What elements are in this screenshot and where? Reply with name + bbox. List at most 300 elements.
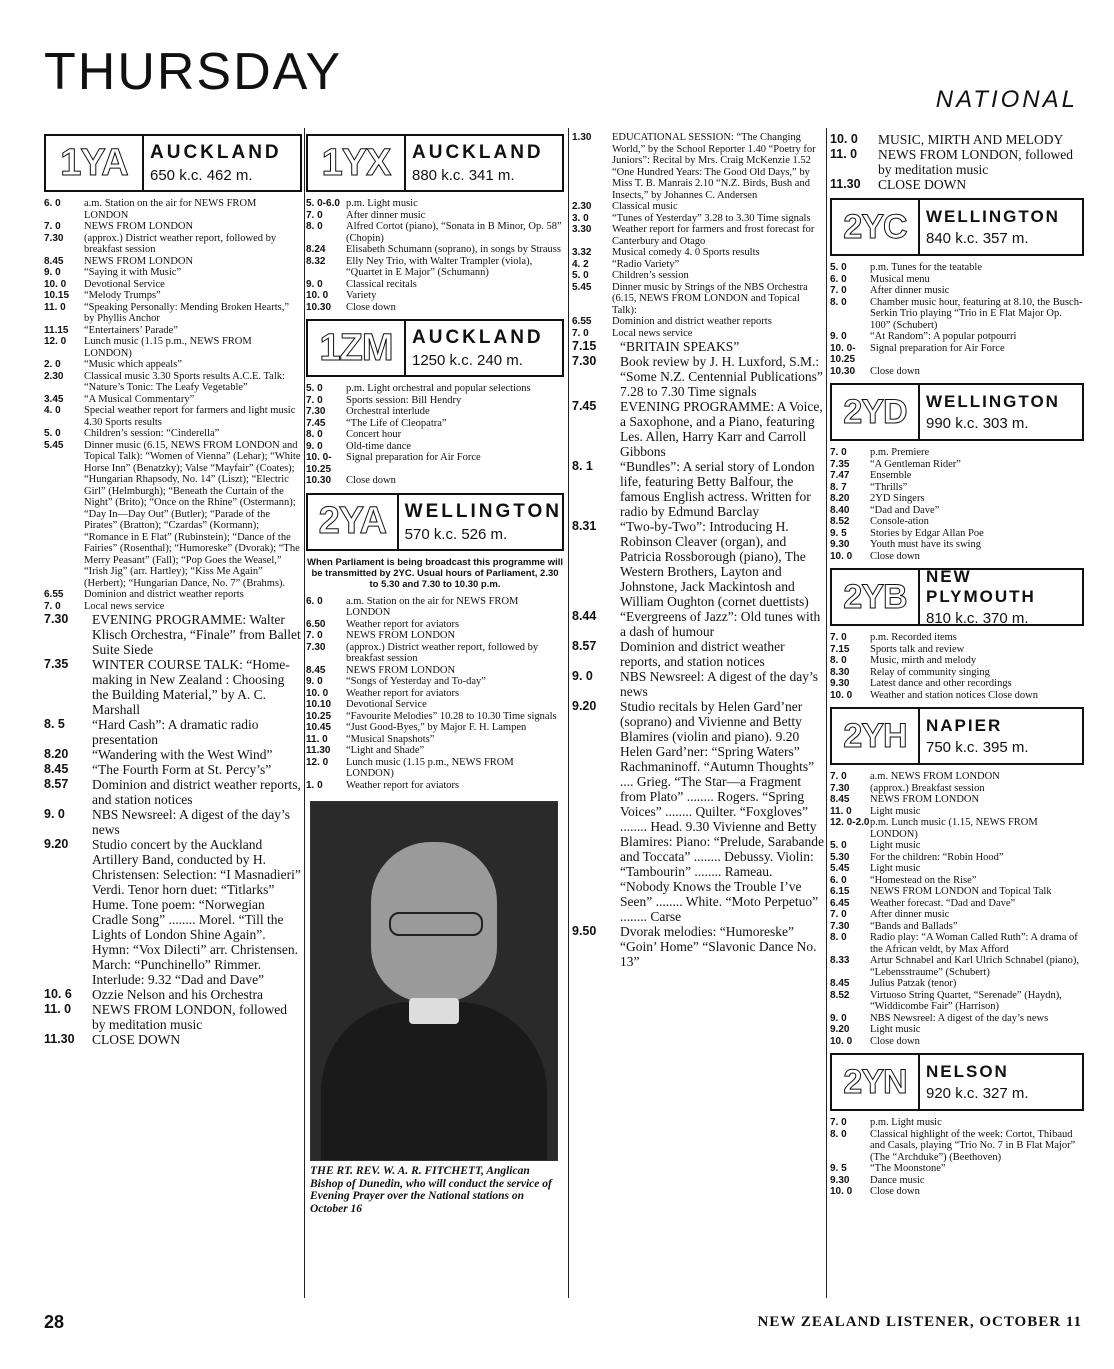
programme-text: EVENING PROGRAMME: A Voice, a Saxophone, and a Piano, featuring Les. Allen, Harry Karr and Carroll Gibbons bbox=[620, 399, 823, 459]
programme-text: Artur Schnabel and Karl Ulrich Schnabel (piano), “Lebensstraume” (Schubert) bbox=[870, 955, 1080, 978]
programme-time: 8.57 bbox=[44, 777, 69, 791]
programme-text: Dominion and district weather reports, and station notices bbox=[92, 777, 301, 807]
programme-time: 8.31 bbox=[572, 519, 597, 533]
programme-text: Dinner music by Strings of the NBS Orchestra (6.15, NEWS FROM LONDON and Topical Talk): bbox=[612, 281, 808, 316]
programme-time: 10.15 bbox=[44, 290, 70, 301]
programme-time: 10. 0 bbox=[830, 550, 853, 562]
programme-item bbox=[306, 734, 564, 746]
programme-item bbox=[572, 609, 824, 639]
programme-text: “Entertainers’ Parade” bbox=[84, 324, 178, 336]
programme-item bbox=[572, 639, 824, 669]
programme-time: 5. 0 bbox=[830, 840, 847, 851]
column-2 bbox=[306, 128, 564, 1290]
programme-text: Dinner music (6.15, NEWS FROM LONDON and Topical Talk): “Women of Vienna” (Lehar); “White Horse Inn” (Benatzky); Valse “Mayfair” (Coates); “Hungarian Rhapsody, No. 14” (Liszt); “Electric Girl” (Helmburgh); “Beneath the Curtain of the Night” (Brito); “Once on the Rhine” (Ostermann); “Day In—Day Out” (Butler); “Parade of the Pirates” (Bratton); “Czardas” (Kormann); “Romance in E Flat” (Rubinstein); “Dance of the Fairies” (Rosenthal); “Humoreske” (Dvorak); “The Merry Peasant” (Fall); “Pop Goes the Weasel,” “Irish Jig” (arr. Hartley); “Kiss Me Again” (Herbert); “Hungarian Dance, No. 7” (Brahms). bbox=[84, 439, 301, 589]
programme-time: 8. 0 bbox=[830, 1128, 847, 1140]
programme-item bbox=[830, 505, 1084, 517]
programme-text: NEWS FROM LONDON, followed by meditation music bbox=[92, 1002, 287, 1032]
programme-item bbox=[44, 359, 302, 371]
programme-item bbox=[306, 699, 564, 711]
programme-text: Signal preparation for Air Force bbox=[870, 342, 1005, 354]
portrait-collar-shape bbox=[409, 998, 459, 1024]
station-logo: 2YN bbox=[832, 1055, 920, 1109]
programme-text: NEWS FROM LONDON bbox=[346, 630, 456, 641]
programme-text: Light music bbox=[870, 863, 921, 874]
programme-text: Console-ation bbox=[870, 516, 929, 527]
programme-text: Lunch music (1.15 p.m., NEWS FROM LONDON) bbox=[84, 336, 252, 359]
programme-time: 8. 0 bbox=[830, 655, 847, 666]
station-header-2yb bbox=[830, 568, 1084, 626]
programme-time: 10. 0 bbox=[830, 689, 853, 701]
programme-time: 10. 0 bbox=[830, 1035, 853, 1047]
programme-text: Studio recitals by Helen Gard’ner (soprano) and Vivienne and Betty Blamires (violin and piano). 9.20 Helen Gard’ner: “Spring Waters” Rachmaninoff. “Autumn Thoughts” .... Grieg. “The Star—a Fragment from Plato” ........ Rogers. “Spring Voices” ........ Quilter. “Foxgloves” ........ Head. 9.30 Vivienne and Betty Blamires: Piano: “Prelude, Sarabande and Toccata” ........ Debussy. Violin: “Tambourin” ........ Rameau. “Nobody Knows the Trouble I’ve Seen” ........ White. “Moto Perpetuo” ........ Carse bbox=[620, 699, 824, 924]
programme-text: EVENING PROGRAMME: Walter Klisch Orchestra, “Finale” from Ballet Suite Siede bbox=[92, 612, 301, 657]
programme-item bbox=[830, 978, 1084, 990]
programme-list-1yx bbox=[306, 198, 564, 313]
programme-time: 5. 0 bbox=[830, 262, 847, 273]
column-divider bbox=[568, 128, 569, 1298]
programme-text: “Melody Trumps” bbox=[84, 290, 161, 301]
programme-time: 1. 0 bbox=[306, 779, 323, 791]
programme-time: 7. 0 bbox=[306, 209, 323, 221]
programme-text: “Just Good-Byes,” by Major F. H. Lampen bbox=[346, 722, 527, 733]
programme-item bbox=[830, 343, 1084, 366]
programme-text: Classical recitals bbox=[346, 278, 417, 290]
programme-item bbox=[572, 519, 824, 609]
programme-text: Close down bbox=[870, 1035, 920, 1047]
programme-text: “BRITAIN SPEAKS” bbox=[620, 339, 740, 354]
station-logo: 2YD bbox=[832, 385, 920, 439]
programme-item bbox=[830, 667, 1084, 679]
programme-text: “Dad and Dave” bbox=[870, 504, 940, 516]
programme-text: “Music which appeals” bbox=[84, 359, 182, 370]
programme-text: (approx.) Breakfast session bbox=[870, 782, 985, 794]
programme-text: “Favourite Melodies” 10.28 to 10.30 Time signals bbox=[346, 710, 557, 722]
programme-item bbox=[830, 1129, 1084, 1164]
programme-text: Ozzie Nelson and his Orchestra bbox=[92, 987, 263, 1002]
programme-list-2yd bbox=[830, 447, 1084, 562]
station-header-2yn bbox=[830, 1053, 1084, 1111]
station-city: NELSON bbox=[926, 1062, 1009, 1081]
programme-time: 10.10 bbox=[306, 699, 332, 710]
programme-text: Weather report for aviators bbox=[346, 618, 460, 630]
programme-item bbox=[44, 837, 302, 987]
programme-text: Relay of community singing bbox=[870, 666, 990, 678]
programme-item bbox=[830, 678, 1084, 690]
programme-text: NEWS FROM LONDON and Topical Talk bbox=[870, 886, 1052, 897]
programme-time: 8. 0 bbox=[306, 221, 323, 232]
programme-text: Classical music bbox=[612, 201, 678, 212]
programme-time: 7. 0 bbox=[830, 285, 847, 296]
programme-text: Music, mirth and melody bbox=[870, 655, 977, 666]
programme-item bbox=[306, 198, 564, 210]
programme-text: “Speaking Personally: Mending Broken Hearts,” by Phyllis Anchor bbox=[84, 301, 289, 324]
programme-item bbox=[306, 452, 564, 475]
programme-time: 10. 0 bbox=[830, 1186, 853, 1197]
programme-item bbox=[44, 256, 302, 268]
programme-item bbox=[830, 1036, 1084, 1048]
programme-item bbox=[572, 247, 824, 259]
programme-item bbox=[572, 282, 824, 317]
programme-time: 11. 0 bbox=[44, 1002, 72, 1016]
programme-time: 10. 0-10.25 bbox=[830, 342, 856, 365]
programme-time: 7. 0 bbox=[830, 771, 847, 782]
programme-text: Virtuoso String Quartet, “Serenade” (Haydn), “Widdicombe Fair” (Harrison) bbox=[870, 989, 1062, 1012]
programme-text: p.m. Recorded items bbox=[870, 632, 957, 643]
programme-time: 11.30 bbox=[306, 745, 331, 756]
programme-time: 3.32 bbox=[572, 247, 592, 258]
programme-time: 10. 0-10.25 bbox=[306, 452, 332, 475]
programme-text: “Hard Cash”: A dramatic radio presentation bbox=[92, 717, 259, 747]
programme-item bbox=[44, 302, 302, 325]
programme-text: p.m. Light music bbox=[346, 198, 418, 209]
programme-list-2ya-late bbox=[830, 132, 1084, 192]
programme-text: Book review by J. H. Luxford, S.M.: “Some N.Z. Centennial Publications” 7.28 to 7.30 Time signals bbox=[620, 354, 823, 399]
programme-time: 7. 0 bbox=[830, 909, 847, 920]
programme-item bbox=[44, 589, 302, 601]
programme-item bbox=[830, 1117, 1084, 1129]
evening-programme-list-2ya bbox=[572, 339, 824, 969]
programme-item bbox=[306, 406, 564, 418]
programme-text: 2YD Singers bbox=[870, 493, 925, 504]
programme-item bbox=[306, 302, 564, 314]
programme-text: NEWS FROM LONDON bbox=[870, 794, 980, 805]
page-number: 28 bbox=[44, 1312, 65, 1332]
programme-text: NBS Newsreel: A digest of the day’s news bbox=[620, 669, 818, 699]
programme-time: 7.30 bbox=[306, 641, 326, 653]
programme-time: 8.45 bbox=[44, 762, 69, 776]
programme-time: 10.45 bbox=[306, 722, 332, 733]
programme-text: Weather report for aviators bbox=[346, 687, 460, 699]
programme-item bbox=[830, 262, 1084, 274]
programme-time: 9. 5 bbox=[830, 527, 847, 539]
programme-text: Classical music 3.30 Sports results A.C.E. Talk: “Nature’s Tonic: The Leafy Vegetable” bbox=[84, 370, 285, 393]
station-frequency: 650 k.c. 462 m. bbox=[150, 167, 253, 184]
programme-item bbox=[572, 399, 824, 459]
station-frequency: 1250 k.c. 240 m. bbox=[412, 352, 523, 369]
programme-text: “Tunes of Yesterday” 3.28 to 3.30 Time signals bbox=[612, 212, 811, 224]
programme-text: Children’s session bbox=[612, 270, 689, 281]
programme-item bbox=[306, 630, 564, 642]
programme-item bbox=[44, 1032, 302, 1047]
programme-item bbox=[44, 267, 302, 279]
programme-text: After dinner music bbox=[346, 209, 426, 221]
station-city: WELLINGTON bbox=[404, 500, 562, 522]
programme-text: WINTER COURSE TALK: “Home-making in New Zealand : Choosing the Building Material,” by A. C. Marshall bbox=[92, 657, 290, 717]
programme-text: (approx.) District weather report, followed by breakfast session bbox=[84, 232, 277, 255]
programme-time: 11.15 bbox=[44, 324, 69, 336]
programme-item bbox=[830, 1024, 1084, 1036]
programme-item bbox=[572, 132, 824, 201]
programme-text: Variety bbox=[346, 290, 377, 301]
programme-item bbox=[306, 418, 564, 430]
programme-time: 6. 0 bbox=[830, 874, 847, 886]
programme-text: NBS Newsreel: A digest of the day’s news bbox=[92, 807, 290, 837]
programme-text: Close down bbox=[346, 301, 396, 313]
programme-item bbox=[306, 256, 564, 279]
programme-list-1zm bbox=[306, 383, 564, 487]
programme-time: 8. 0 bbox=[830, 296, 847, 308]
station-logo: 2YC bbox=[832, 200, 920, 254]
programme-item bbox=[572, 669, 824, 699]
programme-item bbox=[306, 711, 564, 723]
programme-item bbox=[44, 405, 302, 428]
programme-text: Close down bbox=[870, 1186, 920, 1197]
publication-footer: NEW ZEALAND LISTENER, OCTOBER 11 bbox=[757, 1314, 1082, 1330]
programme-text: Latest dance and other recordings bbox=[870, 678, 1012, 689]
programme-item bbox=[44, 221, 302, 233]
programme-time: 6. 0 bbox=[44, 198, 61, 209]
photo-caption: THE RT. REV. W. A. R. FITCHETT, Anglican Bishop of Dunedin, who will conduct the service of Evening Prayer over the National stations on October 16 bbox=[310, 1165, 552, 1215]
programme-text: CLOSE DOWN bbox=[878, 177, 967, 192]
programme-time: 7. 0 bbox=[830, 1117, 847, 1128]
bishop-portrait-photo bbox=[310, 801, 558, 1161]
programme-item bbox=[44, 1002, 302, 1032]
programme-text: Weather report for farmers and frost forecast for Canterbury and Otago bbox=[612, 224, 815, 247]
programme-time: 7. 0 bbox=[572, 327, 589, 339]
programme-list-2yn bbox=[830, 1117, 1084, 1198]
programme-text: Dance music bbox=[870, 1174, 925, 1186]
programme-item bbox=[830, 331, 1084, 343]
programme-time: 7.35 bbox=[830, 458, 850, 470]
programme-time: 12. 0-2.0 bbox=[830, 817, 870, 828]
programme-time: 10.30 bbox=[306, 475, 332, 486]
station-logo: 2YB bbox=[832, 570, 920, 624]
programme-item bbox=[306, 290, 564, 302]
programme-text: “Wandering with the West Wind” bbox=[92, 747, 273, 762]
programme-item bbox=[44, 807, 302, 837]
programme-text: Devotional Service bbox=[84, 278, 165, 290]
programme-text: Weather forecast. “Dad and Dave” bbox=[870, 897, 1016, 909]
column-3 bbox=[572, 128, 824, 1290]
programme-text: NEWS FROM LONDON bbox=[346, 664, 456, 676]
programme-text: “Two-by-Two”: Introducing H. Robinson Cleaver (organ), and Patricia Rossborough (piano), The Western Brothers, Layton and Johnstone, Jack Mackintosh and William Oughton (cornet duettists) bbox=[620, 519, 809, 609]
programme-text: Signal preparation for Air Force bbox=[346, 452, 481, 463]
programme-time: 10. 0 bbox=[306, 687, 329, 699]
programme-item bbox=[830, 955, 1084, 978]
programme-time: 9. 0 bbox=[830, 331, 847, 342]
programme-text: Dvorak melodies: “Humoreske” “Goin’ Home” “Slavonic Dance No. 13” bbox=[620, 924, 817, 969]
programme-time: 8.20 bbox=[830, 493, 850, 504]
programme-item bbox=[306, 221, 564, 244]
programme-time: 8.57 bbox=[572, 639, 597, 653]
programme-text: “The Moonstone” bbox=[870, 1163, 946, 1174]
programme-item bbox=[830, 898, 1084, 910]
programme-time: 8.40 bbox=[830, 504, 850, 516]
station-logo: 1YX bbox=[308, 136, 406, 190]
programme-text: EDUCATIONAL SESSION: “The Changing World,” by the School Reporter 1.40 “Poetry for Juniors”: Recital by Mrs. Craig McKenzie 1.52 “One Hundred Years: The Good Old Days,” by Miss T. B. Manrais 2.10 “N.Z. Birds, Bush and Insects,” by Johannes C. Andersen bbox=[612, 132, 816, 201]
programme-item bbox=[44, 657, 302, 717]
programme-time: 10.25 bbox=[306, 710, 332, 722]
programme-text: NEWS FROM LONDON bbox=[84, 221, 194, 232]
programme-text: “Bundles”: A serial story of London life, featuring Betty Balfour, the famous English actress. Written for radio by Edmund Barclay bbox=[620, 459, 815, 519]
programme-item bbox=[830, 886, 1084, 898]
programme-text: Julius Patzak (tenor) bbox=[870, 978, 957, 989]
programme-item bbox=[830, 177, 1084, 192]
station-frequency: 880 k.c. 341 m. bbox=[412, 167, 515, 184]
programme-time: 11. 0 bbox=[306, 733, 328, 745]
station-city: NEW PLYMOUTH bbox=[926, 567, 1036, 606]
programme-time: 9.30 bbox=[830, 1174, 850, 1186]
programme-time: 8. 0 bbox=[306, 429, 323, 440]
programme-text: For the children: “Robin Hood” bbox=[870, 851, 1004, 863]
programme-item bbox=[830, 840, 1084, 852]
programme-time: 5. 0 bbox=[572, 270, 589, 281]
programme-text: p.m. Light music bbox=[870, 1117, 942, 1128]
programme-time: 11.30 bbox=[830, 177, 861, 191]
programme-time: 8.24 bbox=[306, 244, 326, 255]
programme-item bbox=[830, 990, 1084, 1013]
programme-text: “Homestead on the Rise” bbox=[870, 874, 977, 886]
programme-text: “Songs of Yesterday and To-day” bbox=[346, 676, 486, 687]
programme-time: 8.45 bbox=[306, 664, 326, 676]
programme-text: Local news service bbox=[612, 327, 693, 339]
programme-time: 8. 0 bbox=[830, 932, 847, 943]
programme-time: 8.32 bbox=[306, 255, 326, 267]
programme-time: 10. 0 bbox=[830, 132, 858, 146]
programme-time: 8.52 bbox=[830, 516, 850, 527]
programme-item bbox=[306, 688, 564, 700]
programme-time: 8.52 bbox=[830, 989, 850, 1001]
programme-item bbox=[44, 428, 302, 440]
programme-item bbox=[830, 655, 1084, 667]
programme-time: 10. 0 bbox=[44, 278, 67, 290]
station-frequency: 750 k.c. 395 m. bbox=[926, 739, 1029, 756]
programme-item bbox=[572, 270, 824, 282]
programme-time: 3.45 bbox=[44, 393, 64, 405]
programme-text: “Evergreens of Jazz”: Old tunes with a dash of humour bbox=[620, 609, 821, 639]
programme-text: Light music bbox=[870, 1024, 921, 1035]
programme-text: Children’s session: “Cinderella” bbox=[84, 428, 220, 439]
programme-text: After dinner music bbox=[870, 285, 950, 296]
programme-time: 5.45 bbox=[830, 863, 850, 874]
programme-text: Elisabeth Schumann (soprano), in songs by Strauss bbox=[346, 244, 561, 255]
station-frequency: 920 k.c. 327 m. bbox=[926, 1085, 1029, 1102]
station-logo: 2YH bbox=[832, 709, 920, 763]
programme-text: NBS Newsreel: A digest of the day’s news bbox=[870, 1012, 1049, 1024]
programme-time: 7. 0 bbox=[306, 394, 323, 406]
station-frequency: 570 k.c. 526 m. bbox=[404, 525, 508, 543]
column-1 bbox=[44, 128, 302, 1290]
programme-item bbox=[306, 244, 564, 256]
programme-item bbox=[572, 213, 824, 225]
station-city: AUCKLAND bbox=[412, 327, 544, 348]
programme-item bbox=[830, 909, 1084, 921]
programme-time: 2.30 bbox=[44, 370, 64, 382]
programme-item bbox=[306, 429, 564, 441]
programme-time: 5. 0-6.0 bbox=[306, 198, 340, 209]
station-header-1yx bbox=[306, 134, 564, 192]
programme-item bbox=[830, 528, 1084, 540]
programme-text: Studio concert by the Auckland Artillery Band, conducted by H. Christensen: Selection: “I Masnadieri” Verdi. Tenor horn duet: “Titlarks” Hume. Tone poem: “Norwegian Cradle Song” ........ Morel. “Till the Lights of London Shine Again”. Hymn: “Vox Dilecti” arr. Christensen. March: “Punchinello” Rimmer. Interlude: 9.32 “Dad and Dave” bbox=[92, 837, 301, 987]
programme-text: Close down bbox=[870, 550, 920, 562]
station-frequency: 840 k.c. 357 m. bbox=[926, 230, 1029, 247]
programme-text: p.m. Lunch music (1.15, NEWS FROM LONDON) bbox=[870, 817, 1038, 840]
programme-item bbox=[830, 817, 1084, 840]
programme-text: Radio play: “A Woman Called Ruth”: A drama of the African veldt, by Max Afford bbox=[870, 932, 1078, 955]
programme-time: 8.33 bbox=[830, 955, 850, 966]
programme-item bbox=[572, 354, 824, 399]
programme-time: 9.20 bbox=[44, 837, 69, 851]
programme-text: Local news service bbox=[84, 600, 165, 612]
programme-text: Orchestral interlude bbox=[346, 406, 430, 417]
programme-item bbox=[830, 285, 1084, 297]
programme-item bbox=[44, 325, 302, 337]
station-frequency: 810 k.c. 370 m. bbox=[926, 610, 1029, 627]
programme-text: a.m. Station on the air for NEWS FROM LONDON bbox=[346, 595, 519, 618]
programme-item bbox=[830, 493, 1084, 505]
programme-time: 7.15 bbox=[830, 643, 850, 655]
programme-time: 5.45 bbox=[44, 439, 64, 451]
programme-time: 4. 0 bbox=[44, 405, 61, 416]
programme-item bbox=[44, 440, 302, 590]
programme-item bbox=[572, 339, 824, 354]
programme-text: Ensemble bbox=[870, 470, 912, 481]
programme-item bbox=[830, 921, 1084, 933]
programme-text: Stories by Edgar Allan Poe bbox=[870, 527, 984, 539]
programme-text: Classical highlight of the week: Cortot, Thibaud and Casals, playing “Trio No. 7 in B Flat Major” (The “Archduke”) (Beethoven) bbox=[870, 1128, 1076, 1163]
programme-time: 9. 0 bbox=[306, 440, 323, 452]
programme-text: Sports session: Bill Hendry bbox=[346, 394, 462, 406]
programme-item bbox=[830, 470, 1084, 482]
programme-text: a.m. NEWS FROM LONDON bbox=[870, 771, 1000, 782]
programme-text: Chamber music hour, featuring at 8.10, the Busch-Serkin Trio playing “Trio in E Flat Major Op. 100” (Schubert) bbox=[870, 296, 1083, 331]
programme-text: (approx.) District weather report, followed by breakfast session bbox=[346, 641, 539, 664]
programme-time: 1.30 bbox=[572, 132, 592, 143]
programme-text: Devotional Service bbox=[346, 699, 427, 710]
programme-text: CLOSE DOWN bbox=[92, 1032, 181, 1047]
programme-item bbox=[306, 383, 564, 395]
programme-time: 6.50 bbox=[306, 618, 326, 630]
programme-item bbox=[44, 601, 302, 613]
programme-time: 5.30 bbox=[830, 851, 850, 863]
programme-time: 7.47 bbox=[830, 470, 850, 481]
programme-time: 2.30 bbox=[572, 201, 592, 212]
programme-time: 9. 0 bbox=[306, 676, 323, 687]
programme-time: 9. 0 bbox=[572, 669, 593, 683]
station-city: WELLINGTON bbox=[926, 392, 1060, 411]
programme-item bbox=[306, 395, 564, 407]
station-city: AUCKLAND bbox=[412, 142, 544, 163]
programme-item bbox=[830, 539, 1084, 551]
programme-time: 11. 0 bbox=[830, 805, 852, 817]
programme-text: MUSIC, MIRTH AND MELODY bbox=[878, 132, 1064, 147]
programme-text: Close down bbox=[870, 365, 920, 377]
programme-text: NEWS FROM LONDON, followed by meditation music bbox=[878, 147, 1073, 177]
programme-item bbox=[44, 336, 302, 359]
programme-item bbox=[830, 1163, 1084, 1175]
programme-time: 7. 0 bbox=[44, 221, 61, 232]
programme-time: 8. 1 bbox=[572, 459, 593, 473]
programme-text: Light music bbox=[870, 805, 921, 817]
station-logo: 1YA bbox=[46, 136, 144, 190]
programme-time: 3.30 bbox=[572, 224, 592, 235]
programme-time: 12. 0 bbox=[306, 756, 329, 768]
programme-text: Weather and station notices Close down bbox=[870, 689, 1038, 701]
programme-text: p.m. Premiere bbox=[870, 447, 930, 458]
programme-time: 6.55 bbox=[44, 589, 64, 600]
programme-item bbox=[306, 210, 564, 222]
programme-time: 11. 0 bbox=[830, 147, 858, 161]
programme-time: 9.30 bbox=[830, 678, 850, 689]
programme-time: 9.20 bbox=[830, 1024, 850, 1035]
programme-time: 11.30 bbox=[44, 1032, 75, 1046]
station-header-2ya bbox=[306, 493, 564, 551]
programme-item bbox=[830, 1013, 1084, 1025]
programme-time: 5.45 bbox=[572, 281, 592, 293]
programme-item bbox=[306, 475, 564, 487]
programme-item bbox=[306, 757, 564, 780]
programme-list-2ya-afternoon bbox=[572, 132, 824, 339]
